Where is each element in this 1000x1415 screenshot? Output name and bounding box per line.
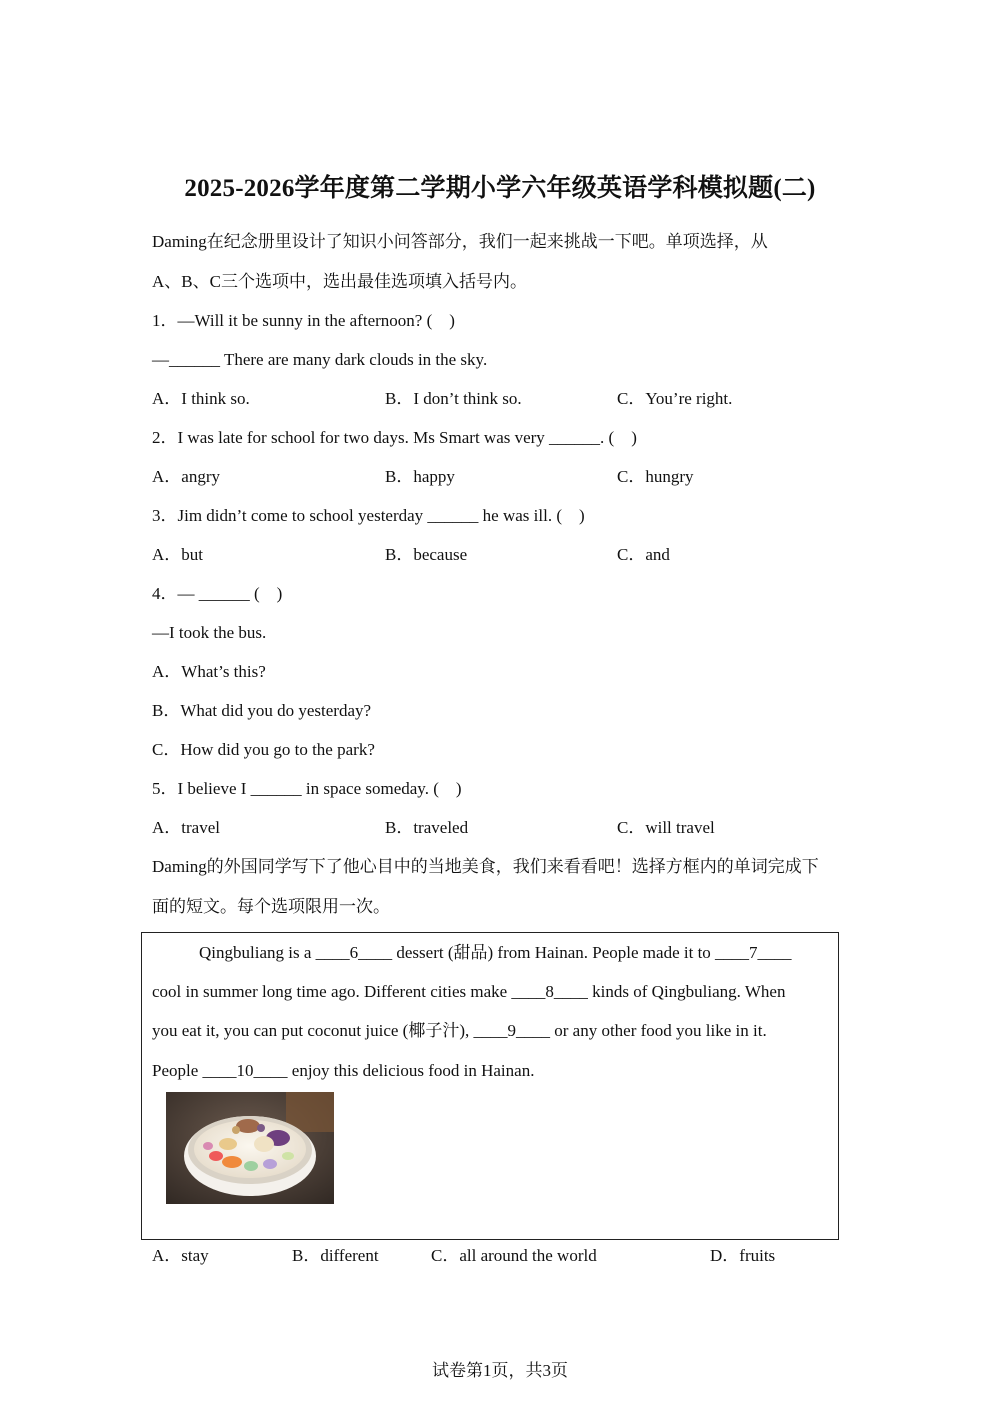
page-footer: 试卷第1页，共3页 xyxy=(432,1361,568,1380)
question-3-option-c: C．and xyxy=(617,545,670,564)
question-1-option-c: C．You’re right. xyxy=(617,389,733,408)
section1-instruction-line1: Daming在纪念册里设计了知识小问答部分，我们一起来挑战一下吧。单项选择，从 xyxy=(152,232,768,251)
passage-option-b: B．different xyxy=(292,1246,379,1265)
question-2-option-b: B．happy xyxy=(385,467,455,486)
section1-instruction-line2: A、B、C三个选项中，选出最佳选项填入括号内。 xyxy=(152,272,527,291)
question-4-option-b: B．What did you do yesterday? xyxy=(152,701,372,720)
passage-option-d: D．fruits xyxy=(710,1246,776,1265)
section2-instruction-line1: Daming的外国同学写下了他心目中的当地美食，我们来看看吧！选择方框内的单词完成下 xyxy=(152,857,819,876)
question-2-stem: 2．I was late for school for two days. Ms Smart was very ______. ( ) xyxy=(152,428,637,447)
passage-line-1: Qingbuliang is a ____6____ dessert (甜品) from Hainan. People made it to ____7____ xyxy=(199,943,792,962)
question-3-option-a: A．but xyxy=(152,545,203,564)
passage-option-c: C．all around the world xyxy=(431,1246,597,1265)
question-5-stem: 5．I believe I ______ in space someday. ( ) xyxy=(152,779,462,798)
question-5-option-c: C．will travel xyxy=(617,818,715,837)
passage-option-a: A．stay xyxy=(152,1246,209,1265)
section2-instruction-line2: 面的短文。每个选项限用一次。 xyxy=(152,897,390,916)
page-title: 2025-2026学年度第二学期小学六年级英语学科模拟题(二) xyxy=(184,175,816,202)
question-1-stem: 1．—Will it be sunny in the afternoon? ( ) xyxy=(152,311,455,330)
question-4-option-c: C．How did you go to the park? xyxy=(152,740,375,759)
qingbuliang-dessert-photo xyxy=(166,1092,334,1204)
question-1-stem-2: —______ There are many dark clouds in the sky. xyxy=(152,350,488,369)
question-5-option-b: B．traveled xyxy=(385,818,469,837)
question-1-option-a: A．I think so. xyxy=(152,389,250,408)
question-2-option-c: C．hungry xyxy=(617,467,694,486)
question-3-option-b: B．because xyxy=(385,545,468,564)
passage-line-2: cool in summer long time ago. Different cities make ____8____ kinds of Qingbuliang. When xyxy=(152,982,786,1001)
passage-line-4: People ____10____ enjoy this delicious food in Hainan. xyxy=(152,1061,535,1080)
question-4-option-a: A．What’s this? xyxy=(152,662,266,681)
question-4-stem-2: —I took the bus. xyxy=(152,623,267,642)
question-1-option-b: B．I don’t think so. xyxy=(385,389,522,408)
passage-line-3: you eat it, you can put coconut juice (椰子汁), ____9____ or any other food you like in it. xyxy=(152,1021,767,1040)
question-3-stem: 3．Jim didn’t come to school yesterday ______ he was ill. ( ) xyxy=(152,506,585,525)
question-5-option-a: A．travel xyxy=(152,818,220,837)
question-2-option-a: A．angry xyxy=(152,467,220,486)
question-4-stem: 4．— ______ ( ) xyxy=(152,584,283,603)
